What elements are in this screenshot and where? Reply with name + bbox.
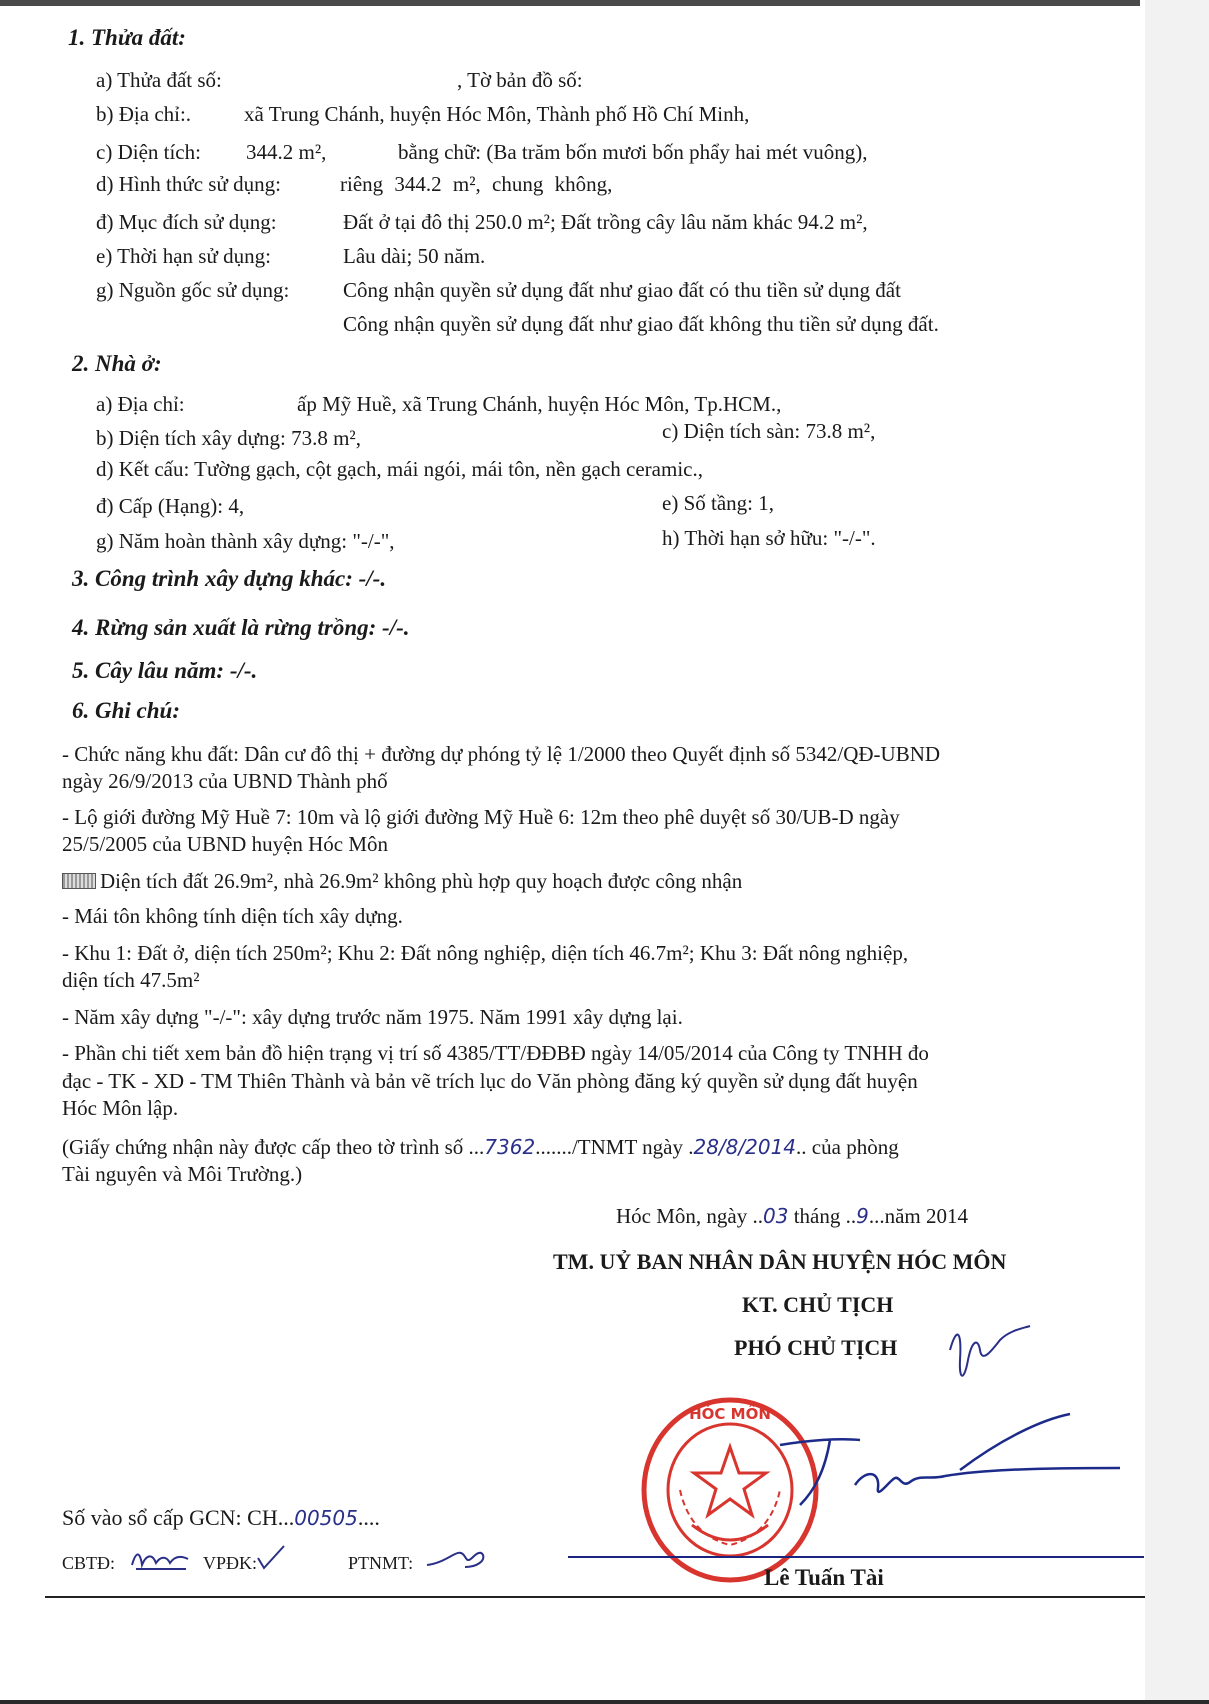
bottom-rule bbox=[45, 1596, 1145, 1598]
signer-title-1: KT. CHỦ TỊCH bbox=[742, 1292, 894, 1317]
section-4-title: 4. Rừng sản xuất là rừng trồng: -/-. bbox=[72, 615, 410, 640]
note-7-line-3: Hóc Môn lập. bbox=[62, 1096, 179, 1120]
land-area-value: 344.2 m², bbox=[246, 140, 327, 164]
usage-term-label: e) Thời hạn sử dụng: bbox=[96, 244, 271, 268]
issue-date: Hóc Môn, ngày ..03 tháng ..9...năm 2014 bbox=[616, 1204, 968, 1228]
note-1-line-1: - Chức năng khu đất: Dân cư đô thị + đường dự phóng tỷ lệ 1/2000 theo Quyết định số 5342/QĐ-UBND bbox=[62, 742, 941, 766]
svg-text:HÓC MÔN: HÓC MÔN bbox=[689, 1405, 771, 1423]
land-address-label: b) Địa chỉ:. bbox=[96, 102, 192, 126]
signer-title-2: PHÓ CHỦ TỊCH bbox=[734, 1335, 898, 1360]
vpdk-label: VPĐK: bbox=[203, 1553, 258, 1573]
section-2-title: 2. Nhà ở: bbox=[72, 351, 162, 376]
land-area-words: bằng chữ: (Ba trăm bốn mươi bốn phẩy hai mét vuông), bbox=[398, 140, 868, 164]
cbtd-initials bbox=[130, 1545, 190, 1571]
note-1-line-2: ngày 26/9/2013 của UBND Thành phố bbox=[62, 769, 388, 793]
house-address-value: ấp Mỹ Huề, xã Trung Chánh, huyện Hóc Môn, Tp.HCM., bbox=[297, 392, 782, 416]
parcel-number-label: a) Thửa đất số: bbox=[96, 68, 222, 92]
registry-number: Số vào sổ cấp GCN: CH...00505.... bbox=[62, 1505, 380, 1530]
note-2-line-2: 25/5/2005 của UBND huyện Hóc Môn bbox=[62, 832, 389, 856]
floor-area: c) Diện tích sàn: 73.8 m², bbox=[662, 419, 876, 443]
usage-form-value: riêng 344.2 m², chung không, bbox=[340, 172, 613, 196]
house-structure: d) Kết cấu: Tường gạch, cột gạch, mái ngói, mái tôn, nền gạch ceramic., bbox=[96, 457, 703, 481]
note-3: Diện tích đất 26.9m², nhà 26.9m² không phù hợp quy hoạch được công nhận bbox=[62, 868, 742, 894]
building-area: b) Diện tích xây dựng: 73.8 m², bbox=[96, 426, 361, 450]
registry-number-value: 00505 bbox=[294, 1506, 358, 1530]
note-7-line-2: đạc - TK - XD - TM Thiên Thành và bản vẽ trích lục do Văn phòng đăng ký quyền sử dụng đất huyện bbox=[62, 1069, 918, 1093]
section-3-title: 3. Công trình xây dựng khác: -/-. bbox=[72, 566, 387, 591]
signer-name: Lê Tuấn Tài bbox=[764, 1565, 884, 1590]
hatched-legend-swatch bbox=[62, 873, 96, 889]
page-edge-top bbox=[0, 0, 1140, 6]
land-area-label: c) Diện tích: bbox=[96, 140, 201, 164]
ptnmt-initials bbox=[425, 1545, 485, 1571]
house-grade: đ) Cấp (Hạng): 4, bbox=[96, 494, 245, 518]
section-5-title: 5. Cây lâu năm: -/-. bbox=[72, 658, 258, 683]
usage-purpose-value: Đất ở tại đô thị 250.0 m²; Đất trồng cây lâu năm khác 94.2 m², bbox=[343, 210, 868, 234]
submission-number: 7362 bbox=[484, 1135, 536, 1159]
signature-line bbox=[568, 1556, 1144, 1558]
note-6: - Năm xây dựng "-/-": xây dựng trước năm 1975. Năm 1991 xây dựng lại. bbox=[62, 1005, 683, 1029]
usage-form-label: d) Hình thức sử dụng: bbox=[96, 172, 281, 196]
origin-label: g) Nguồn gốc sử dụng: bbox=[96, 278, 290, 302]
origin-value-1: Công nhận quyền sử dụng đất như giao đất có thu tiền sử dụng đất bbox=[343, 278, 901, 302]
section-6-title: 6. Ghi chú: bbox=[72, 698, 180, 723]
completion-year: g) Năm hoàn thành xây dựng: "-/-", bbox=[96, 529, 395, 553]
land-address-value: xã Trung Chánh, huyện Hóc Môn, Thành phố Hồ Chí Minh, bbox=[244, 102, 750, 126]
page-edge-right bbox=[1145, 0, 1209, 1704]
main-signature bbox=[770, 1410, 1130, 1530]
submission-date: 28/8/2014 bbox=[693, 1135, 797, 1159]
note-4: - Mái tôn không tính diện tích xây dựng. bbox=[62, 904, 403, 928]
initials-signature bbox=[944, 1320, 1034, 1390]
cbtd-label: CBTĐ: bbox=[62, 1553, 116, 1573]
note-5-line-2: diện tích 47.5m² bbox=[62, 968, 200, 992]
map-sheet-label: , Tờ bản đồ số: bbox=[457, 68, 583, 92]
note-2-line-1: - Lộ giới đường Mỹ Huề 7: 10m và lộ giới đường Mỹ Huề 6: 12m theo phê duyệt số 30/UB-D ngày bbox=[62, 805, 900, 829]
section-1-title: 1. Thửa đất: bbox=[68, 25, 186, 50]
note-8-line-1: (Giấy chứng nhận này được cấp theo tờ trình số ...7362......./TNMT ngày .28/8/2014.. của phòng bbox=[62, 1135, 899, 1159]
origin-value-2: Công nhận quyền sử dụng đất như giao đất không thu tiền sử dụng đất. bbox=[343, 312, 939, 336]
usage-term-value: Lâu dài; 50 năm. bbox=[343, 244, 486, 268]
note-5-line-1: - Khu 1: Đất ở, diện tích 250m²; Khu 2: Đất nông nghiệp, diện tích 46.7m²; Khu 3: Đất nông nghiệp, bbox=[62, 941, 909, 965]
house-address-label: a) Địa chỉ: bbox=[96, 392, 185, 416]
note-8-line-2: Tài nguyên và Môi Trường.) bbox=[62, 1162, 303, 1186]
floor-count: e) Số tầng: 1, bbox=[662, 491, 774, 515]
usage-purpose-label: đ) Mục đích sử dụng: bbox=[96, 210, 277, 234]
vpdk-initials bbox=[256, 1544, 286, 1572]
issuing-authority: TM. UỶ BAN NHÂN DÂN HUYỆN HÓC MÔN bbox=[553, 1249, 1007, 1274]
note-7-line-1: - Phần chi tiết xem bản đồ hiện trạng vị trí số 4385/TT/ĐĐBĐ ngày 14/05/2014 của Công ty TNHH đo bbox=[62, 1041, 929, 1065]
ownership-term: h) Thời hạn sở hữu: "-/-". bbox=[662, 526, 876, 550]
page-edge-bottom bbox=[0, 1700, 1209, 1704]
ptnmt-label: PTNMT: bbox=[348, 1553, 414, 1573]
